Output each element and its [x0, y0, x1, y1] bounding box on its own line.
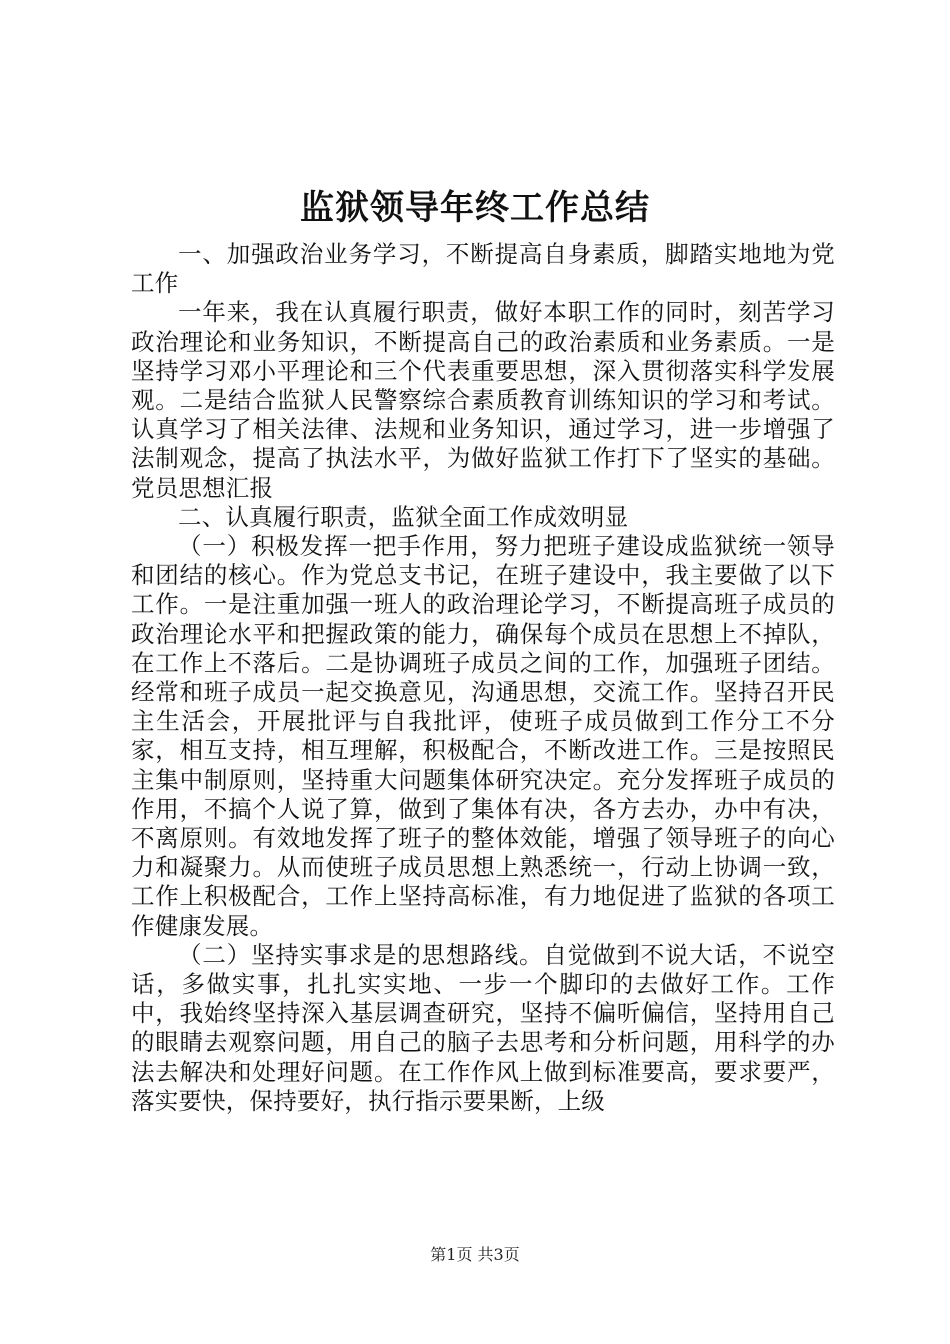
document-body	[131, 240, 835, 1116]
document-title: 监狱领导年终工作总结	[300, 188, 650, 228]
body-paragraph: 一年来，我在认真履行职责，做好本职工作的同时，刻苦学习政治理论和业务知识，不断提高自己的政治素质和业务素质。一是坚持学习邓小平理论和三个代表重要思想，深入贯彻落实科学发展观。二是结合监狱人民警察综合素质教育训练知识的学习和考试。认真学习了相关法律、法规和业务知识，通过学习，进一步增强了法制观念，提高了执法水平，为做好监狱工作打下了坚实的基础。党员思想汇报	[131, 298, 835, 502]
body-paragraph: （一）积极发挥一把手作用，努力把班子建设成监狱统一领导和团结的核心。作为党总支书记，在班子建设中，我主要做了以下工作。一是注重加强一班人的政治理论学习，不断提高班子成员的政治理论水平和把握政策的能力，确保每个成员在思想上不掉队，在工作上不落后。二是协调班子成员之间的工作，加强班子团结。经常和班子成员一起交换意见，沟通思想，交流工作。坚持召开民主生活会，开展批评与自我批评，使班子成员做到工作分工不分家，相互支持，相互理解，积极配合，不断改进工作。三是按照民主集中制原则，坚持重大问题集体研究决定。充分发挥班子成员的作用，不搞个人说了算，做到了集体有决，各方去办，办中有决，不离原则。有效地发挥了班子的整体效能，增强了领导班子的向心力和凝聚力。从而使班子成员思想上熟悉统一，行动上协调一致，工作上积极配合，工作上坚持高标准，有力地促进了监狱的各项工作健康发展。	[131, 532, 835, 940]
page-number-footer: 第1页 共3页	[430, 1245, 520, 1264]
section-heading-1: 一、加强政治业务学习，不断提高自身素质，脚踏实地地为党工作	[131, 240, 835, 298]
body-paragraph: （二）坚持实事求是的思想路线。自觉做到不说大话，不说空话，多做实事，扎扎实实地、一步一个脚印的去做好工作。工作中，我始终坚持深入基层调查研究，坚持不偏听偏信，坚持用自己的眼睛去观察问题，用自己的脑子去思考和分析问题，用科学的办法去解决和处理好问题。在工作作风上做到标准要高，要求要严，落实要快，保持要好，执行指示要果断，上级	[131, 940, 835, 1115]
section-heading-2: 二、认真履行职责，监狱全面工作成效明显	[178, 502, 629, 531]
